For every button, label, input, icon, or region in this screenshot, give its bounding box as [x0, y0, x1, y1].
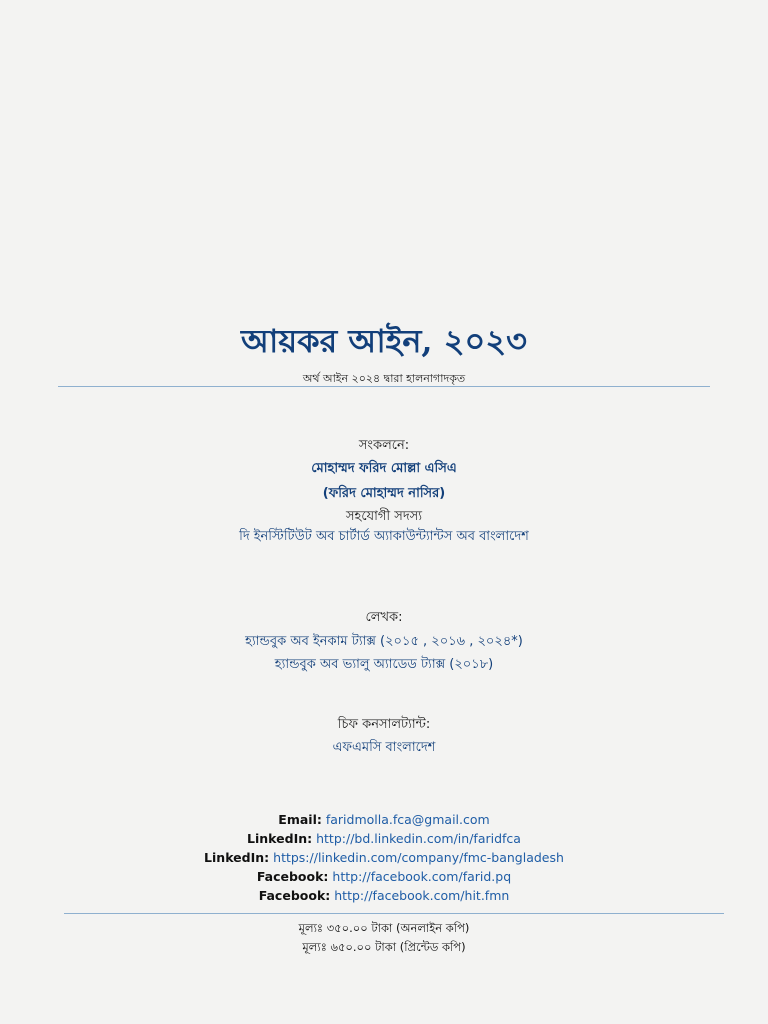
contact-key: Facebook: — [258, 888, 331, 903]
contact-facebook-2 — [0, 886, 768, 905]
compiler-alias: (ফরিদ মোহাম্মদ নাসির) — [322, 486, 446, 501]
contact-list — [0, 810, 768, 905]
contact-facebook-1 — [0, 867, 768, 886]
divider-bottom — [64, 913, 724, 914]
price-online: মূল্যঃ ৩৫০.০০ টাকা (অনলাইন কপি) — [298, 921, 470, 935]
divider-top — [58, 386, 710, 387]
contact-email — [0, 810, 768, 829]
contact-linkedin-link-2[interactable]: https://linkedin.com/company/fmc-bangladesh — [273, 850, 564, 865]
contact-linkedin-2 — [0, 848, 768, 867]
contact-key: Facebook: — [256, 869, 329, 884]
contact-email-link[interactable]: faridmolla.fca@gmail.com — [325, 812, 490, 827]
author-book-1: হ্যান্ডবুক অব ইনকাম ট্যাক্স (২০১৫ , ২০১৬ , ২০২৪*) — [245, 634, 523, 649]
contact-linkedin-link-1[interactable]: http://bd.linkedin.com/in/faridfca — [316, 831, 521, 846]
consultant-label: চিফ কনসালট্যান্ট: — [337, 717, 431, 732]
price-printed: মূল্যঃ ৬৫০.০০ টাকা (প্রিন্টেড কপি) — [302, 940, 466, 954]
contact-facebook-link-2[interactable]: http://facebook.com/hit.fmn — [334, 888, 510, 903]
contact-key: LinkedIn: — [204, 850, 270, 865]
compiler-name: মোহাম্মদ ফরিদ মোল্লা এসিএ — [311, 461, 457, 476]
author-book-2: হ্যান্ডবুক অব ভ্যালু অ্যাডেড ট্যাক্স (২০১৮) — [274, 657, 494, 672]
document-title: আয়কর আইন, ২০২৩ — [241, 322, 527, 360]
contact-linkedin-1 — [0, 829, 768, 848]
compiled-label: সংকলনে: — [358, 438, 410, 453]
contact-key: Email: — [278, 812, 322, 827]
compiler-role: সহযোগী সদস্য — [345, 509, 423, 524]
compiler-institute: দি ইনস্টিটিউট অব চার্টার্ড অ্যাকাউন্ট্যান্টস অব বাংলাদেশ — [239, 529, 529, 544]
contact-key: LinkedIn: — [247, 831, 313, 846]
consultant-org: এফএমসি বাংলাদেশ — [332, 740, 436, 755]
document-subtitle: অর্থ আইন ২০২৪ দ্বারা হালনাগাদকৃত — [302, 372, 466, 385]
contact-facebook-link-1[interactable]: http://facebook.com/farid.pq — [332, 869, 512, 884]
author-label: লেখক: — [365, 610, 403, 625]
